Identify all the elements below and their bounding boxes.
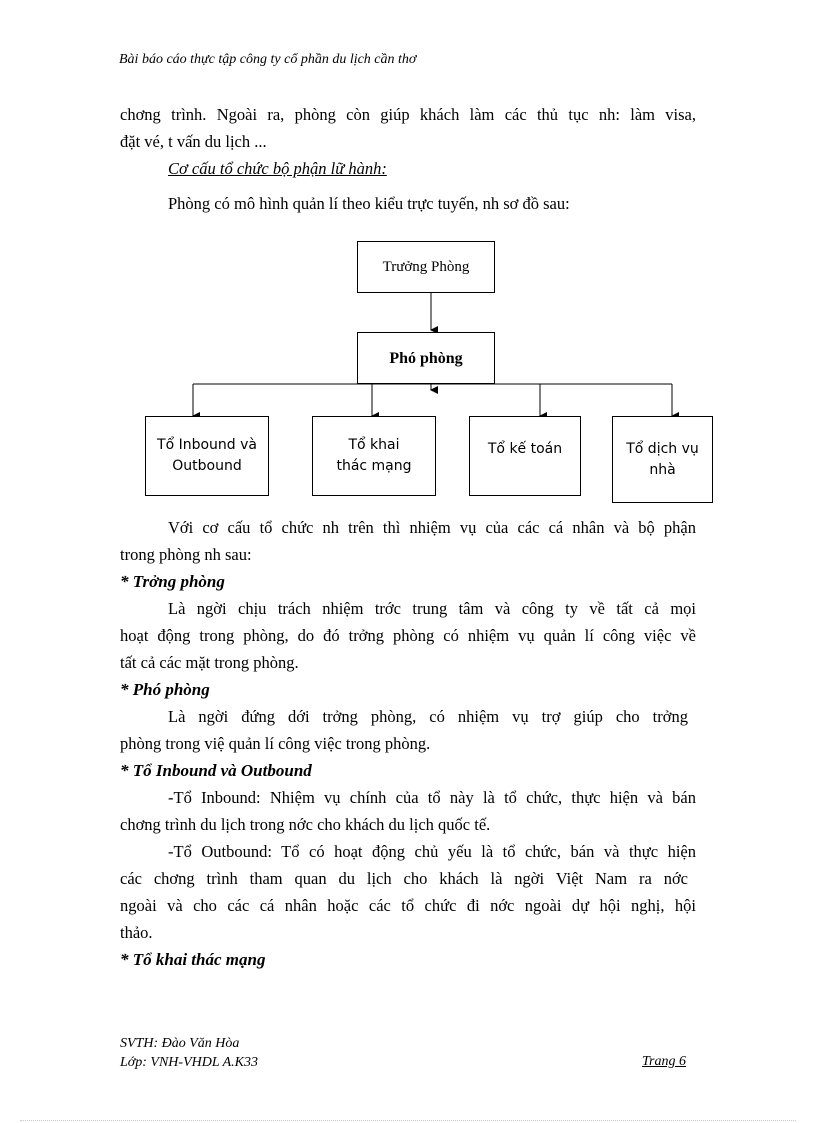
heading-inbound-outbound: * Tổ Inbound và Outbound <box>120 761 312 780</box>
page-header: Bài báo cáo thực tập công ty cổ phần du lịch cần thơ <box>119 52 417 67</box>
pho-phong-line-2: phòng trong việ quản lí công việc trong phòng. <box>120 734 431 753</box>
heading-khai-thac-mang: * Tổ khai thác mạng <box>120 950 266 969</box>
inbound-line-2: chơng trình du lịch trong nớc cho khách du lịch quốc tế. <box>120 815 491 834</box>
outbound-line-4: thảo. <box>120 923 153 942</box>
outbound-line-2: các chơng trình tham quan du lịch cho khách là ngời Việt Nam ra nớc <box>120 869 688 888</box>
outbound-line-3: ngoài và cho các cá nhân hoặc các tổ chức đi nớc ngoài dự hội nghị, hội <box>120 896 696 915</box>
duties-intro-line-1: Với cơ cấu tổ chức nh trên thì nhiệm vụ của các cá nhân và bộ phận <box>168 518 696 537</box>
intro-line-2: đặt vé, t vấn du lịch ... <box>120 132 267 151</box>
org-box-truong-phong: Trưởng Phòng <box>357 241 495 293</box>
inbound-line-1: -Tổ Inbound: Nhiệm vụ chính của tổ này là tổ chức, thực hiện và bán <box>168 788 696 807</box>
org-box-khai-thac-mang: Tổ khai thác mạng <box>312 416 436 496</box>
heading-truong-phong: * Trởng phòng <box>120 572 225 591</box>
page-number: Trang 6 <box>642 1054 686 1069</box>
org-box-inbound-outbound: Tổ Inbound và Outbound <box>145 416 269 496</box>
outbound-line-1: -Tổ Outbound: Tổ có hoạt động chủ yếu là tổ chức, bán và thực hiện <box>168 842 696 861</box>
footer-author: SVTH: Đào Văn Hòa <box>120 1036 240 1051</box>
duties-intro-line-2: trong phòng nh sau: <box>120 545 252 564</box>
org-box-pho-phong: Phó phòng <box>357 332 495 384</box>
section-title: Cơ cấu tổ chức bộ phận lữ hành: <box>168 159 387 178</box>
org-box-ke-toan: Tổ kế toán <box>469 416 581 496</box>
truong-phong-line-2: hoạt động trong phòng, do đó trởng phòng có nhiệm vụ quản lí công việc về <box>120 626 696 645</box>
pho-phong-line-1: Là ngời đứng dới trởng phòng, có nhiệm vụ trợ giúp cho trởng <box>168 707 688 726</box>
truong-phong-line-1: Là ngời chịu trách nhiệm trớc trung tâm và công ty về tất cả mọi <box>168 599 696 618</box>
truong-phong-line-3: tất cả các mặt trong phòng. <box>120 653 299 672</box>
org-intro: Phòng có mô hình quản lí theo kiểu trực tuyến, nh sơ đồ sau: <box>168 194 570 213</box>
heading-pho-phong: * Phó phòng <box>120 680 210 699</box>
org-box-dich-vu-nha: Tổ dịch vụ nhà <box>612 416 713 503</box>
page-bottom-divider <box>20 1120 796 1121</box>
intro-line-1: chơng trình. Ngoài ra, phòng còn giúp khách làm các thủ tục nh: làm visa, <box>120 105 696 124</box>
footer-class: Lớp: VNH-VHDL A.K33 <box>120 1055 259 1070</box>
